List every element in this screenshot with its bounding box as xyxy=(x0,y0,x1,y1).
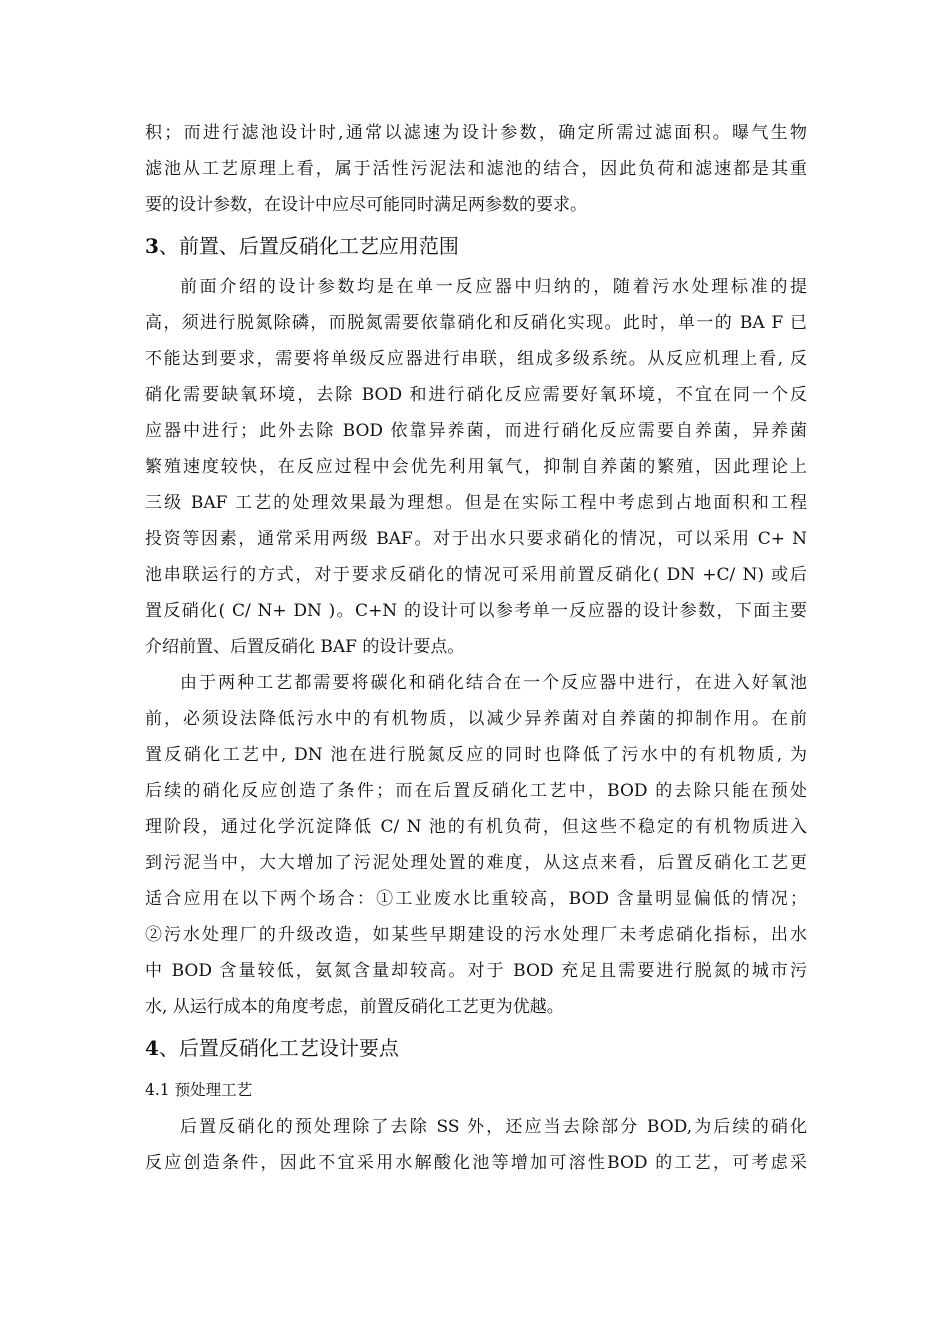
text-line: 置反硝化工艺中, DN 池在进行脱氮反应的同时也降低了污水中的有机物质, 为 xyxy=(145,745,807,765)
text-line: 由于两种工艺都需要将碳化和硝化结合在一个反应器中进行，在进入好氧池 xyxy=(180,673,807,693)
text-line: 理阶段，通过化学沉淀降低 C/ N 池的有机负荷，但这些不稳定的有机物质进入 xyxy=(145,817,807,837)
text-line: 池串联运行的方式，对于要求反硝化的情况可采用前置反硝化( DN +C/ N) 或后 xyxy=(145,565,807,585)
text-line: ②污水处理厂的升级改造，如某些早期建设的污水处理厂未考虑硝化指标，出水 xyxy=(145,925,807,945)
paragraph-3a xyxy=(145,269,807,665)
text-line: 介绍前置、后置反硝化 BAF 的设计要点。 xyxy=(145,637,465,657)
section-3-heading xyxy=(145,223,807,269)
text-line: 水, 从运行成本的角度考虑，前置反硝化工艺更为优越。 xyxy=(145,997,564,1017)
text-line: 投资等因素，通常采用两级 BAF。对于出水只要求硝化的情况，可以采用 C+ N xyxy=(145,529,807,549)
text-line: 积；而进行滤池设计时,通常以滤速为设计参数，确定所需过滤面积。曝气生物 xyxy=(145,123,807,143)
text-line: 要的设计参数，在设计中应尽可能同时满足两参数的要求。 xyxy=(145,195,587,215)
section-4-title: 、后置反硝化工艺设计要点 xyxy=(158,1036,399,1060)
text-line: 前面介绍的设计参数均是在单一反应器中归纳的，随着污水处理标准的提 xyxy=(180,277,807,297)
text-line: 置反硝化( C/ N+ DN )。C+N 的设计可以参考单一反应器的设计参数，下面主要 xyxy=(145,601,807,621)
text-line: 高，须进行脱氮除磷，而脱氮需要依靠硝化和反硝化实现。此时，单一的 BA F 已 xyxy=(145,313,807,333)
section-3-number: 3 xyxy=(145,234,159,258)
section-3-title: 、前置、后置反硝化工艺应用范围 xyxy=(158,234,459,258)
text-line: 滤池从工艺原理上看，属于活性污泥法和滤池的结合，因此负荷和滤速都是其重 xyxy=(145,159,807,179)
subsection-4-1-heading: 4.1 预处理工艺 xyxy=(145,1081,253,1099)
paragraph-4-1 xyxy=(145,1109,807,1181)
paragraph-3b xyxy=(145,665,807,1025)
text-line: 反应创造条件，因此不宜采用水解酸化池等增加可溶性BOD 的工艺，可考虑采 xyxy=(145,1153,807,1173)
text-line: 硝化需要缺氧环境，去除 BOD 和进行硝化反应需要好氧环境，不宜在同一个反 xyxy=(145,385,807,405)
text-line: 不能达到要求，需要将单级反应器进行串联，组成多级系统。从反应机理上看, 反 xyxy=(145,349,807,369)
text-line: 三级 BAF 工艺的处理效果最为理想。但是在实际工程中考虑到占地面积和工程 xyxy=(145,493,807,513)
text-line: 后续的硝化反应创造了条件；而在后置反硝化工艺中，BOD 的去除只能在预处 xyxy=(145,781,807,801)
text-line: 适合应用在以下两个场合：①工业废水比重较高，BOD 含量明显偏低的情况； xyxy=(145,889,807,909)
text-line: 后置反硝化的预处理除了去除 SS 外，还应当去除部分 BOD,为后续的硝化 xyxy=(180,1117,807,1137)
text-line: 中 BOD 含量较低，氨氮含量却较高。对于 BOD 充足且需要进行脱氮的城市污 xyxy=(145,961,807,981)
text-line: 应器中进行；此外去除 BOD 依靠异养菌，而进行硝化反应需要自养菌，异养菌 xyxy=(145,421,807,441)
text-line: 前，必须设法降低污水中的有机物质，以减少异养菌对自养菌的抑制作用。在前 xyxy=(145,709,807,729)
section-4-number: 4 xyxy=(145,1036,159,1060)
document-page xyxy=(145,115,807,1181)
text-line: 繁殖速度较快，在反应过程中会优先利用氧气，抑制自养菌的繁殖，因此理论上 xyxy=(145,457,807,477)
paragraph-intro xyxy=(145,115,807,223)
text-line: 到污泥当中，大大增加了污泥处理处置的难度，从这点来看，后置反硝化工艺更 xyxy=(145,853,807,873)
section-4-heading xyxy=(145,1025,807,1071)
